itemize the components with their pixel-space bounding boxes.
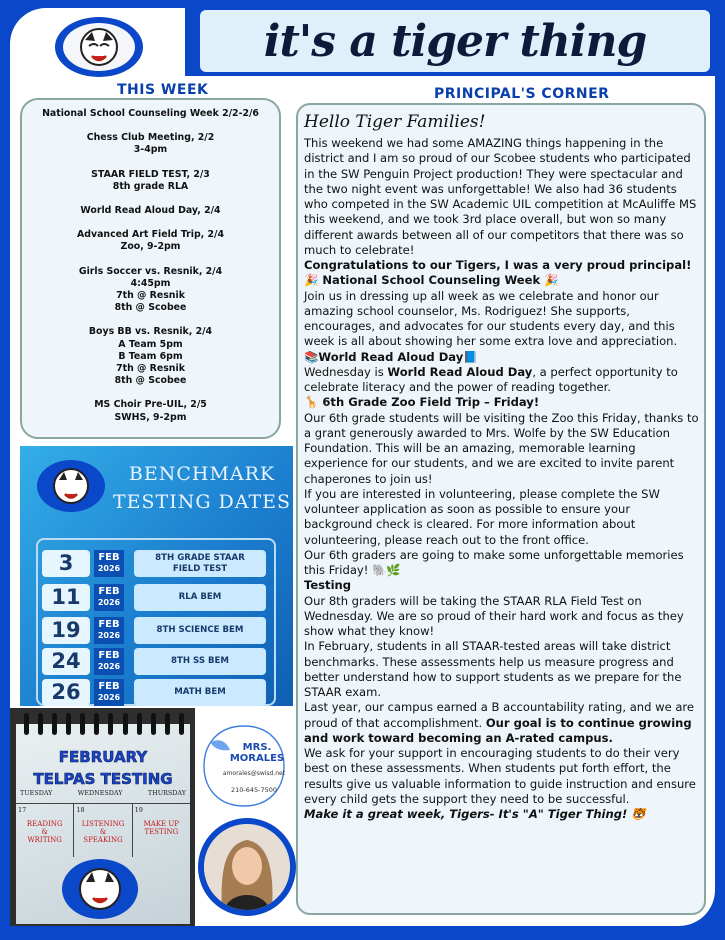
greeting: Hello Tiger Families! xyxy=(304,112,486,132)
tiger-logo xyxy=(60,856,140,922)
paragraph: Join us in dressing up all week as we celebrate and honor our amazing school counselor, Ms. Rodriguez! She supports, encourages, and advocates for our students every day, and this week is all about showing her some extra love and appreciation. xyxy=(304,288,678,349)
section-heading: 🦒 6th Grade Zoo Field Trip – Friday! xyxy=(304,395,540,410)
contact-email[interactable]: amorales@swisd.net xyxy=(222,770,286,777)
benchmark-day: 26 xyxy=(42,679,90,706)
week-item: Girls Soccer vs. Resnik, 2/4 4:45pm 7th @ Resnik 8th @ Scobee xyxy=(78,265,223,314)
benchmark-month: FEB 2026 xyxy=(94,550,124,577)
tiger-logo xyxy=(34,458,108,514)
benchmark-title: BENCHMARK TESTING DATES xyxy=(112,463,292,513)
paragraph: Our 6th graders are going to make some unforgettable memories this Friday! 🐘🌿 xyxy=(304,547,684,577)
principals-corner-text xyxy=(304,110,700,822)
paragraph: If you are interested in volunteering, please complete the SW volunteer application as soon as possible to ensure your background check is cleared. For more information about volunteering, please reach out to the front office. xyxy=(304,486,660,547)
section-heading: 📚World Read Aloud Day📘 xyxy=(304,349,478,364)
benchmark-day: 11 xyxy=(42,584,90,611)
calendar-cells xyxy=(16,803,190,857)
contact-badge xyxy=(200,722,288,810)
page-title: it's a tiger thing xyxy=(200,10,710,72)
paragraph: This weekend we had some AMAZING things happening in the district and I am so proud of our Scobee students who participated in the SW Penguin Project production! They were spectacular and the two night event was unforgettable! We also had 36 students who competed in the SW Academic UIL competition at McAuliffe MS this weekend, and we took 3rd place overall, but won so many different awards between all of our competitors that there was so much to celebrate! xyxy=(304,136,697,257)
benchmark-month: FEB 2026 xyxy=(94,679,124,706)
paragraph: In February, students in all STAAR-tested areas will take district benchmarks. These assessments help us measure progress and better understand how to support students as we prepare for the STAAR exam. xyxy=(304,639,682,699)
day-label: WEDNESDAY xyxy=(77,789,123,797)
contact-name: MRS. MORALES xyxy=(229,742,285,764)
paragraph: Congratulations to our Tigers, I was a very proud principal! xyxy=(304,258,692,272)
benchmark-month: FEB 2026 xyxy=(94,617,124,644)
benchmark-event: 8TH SS BEM xyxy=(134,648,266,675)
paragraph: Wednesday is World Read Aloud Day, a perfect opportunity to celebrate literacy and the power of reading together. xyxy=(304,364,678,394)
benchmark-day: 24 xyxy=(42,648,90,675)
calendar-rings xyxy=(24,713,184,737)
tiger-logo xyxy=(52,14,146,80)
benchmark-month: FEB 2026 xyxy=(94,584,124,611)
section-heading: Testing xyxy=(304,578,352,593)
week-item: MS Choir Pre-UIL, 2/5 SWHS, 9-2pm xyxy=(94,399,207,423)
week-item: World Read Aloud Day, 2/4 xyxy=(80,205,221,217)
benchmark-day: 19 xyxy=(42,617,90,644)
principal-photo xyxy=(198,818,296,916)
paragraph: Our 6th grade students will be visiting the Zoo this Friday, thanks to a grant generously awarded to Mrs. Wolfe by the SW Education Foundation. This will be an amazing, memorable learning experience for our students, and we are excited to invite parent chaperones to join us! xyxy=(304,410,699,486)
contact-phone: 210-645-7500 xyxy=(230,786,278,794)
day-label: THURSDAY xyxy=(147,789,186,797)
week-item: National School Counseling Week 2/2-2/6 xyxy=(42,108,259,119)
this-week-panel xyxy=(20,98,281,439)
telpas-title: FEBRUARY TELPAS TESTING xyxy=(33,748,173,788)
benchmark-event: 8TH SCIENCE BEM xyxy=(134,617,266,644)
benchmark-month: FEB 2026 xyxy=(94,648,124,675)
paragraph: Our 8th graders will be taking the STAAR RLA Field Test on Wednesday. We are so proud of their hard work and focus as they show what they know! xyxy=(304,593,684,638)
calendar-cell: 18 LISTENING & SPEAKING xyxy=(74,804,132,857)
week-item: Advanced Art Field Trip, 2/4 Zoo, 9-2pm xyxy=(77,229,224,253)
calendar-cell: 17 READING & WRITING xyxy=(16,804,74,857)
calendar-cell: 19 MAKE UP TESTING xyxy=(134,806,180,836)
calendar-days xyxy=(20,789,186,797)
this-week-heading: THIS WEEK xyxy=(117,82,209,98)
benchmark-event: MATH BEM xyxy=(134,679,266,706)
week-item: STAAR FIELD TEST, 2/3 8th grade RLA xyxy=(91,168,210,192)
section-heading: 🎉 National School Counseling Week 🎉 xyxy=(304,273,559,288)
principals-corner-heading: PRINCIPAL'S CORNER xyxy=(434,86,610,102)
closing: Make it a great week, Tigers- It's "A" Tiger Thing! 🐯 xyxy=(304,807,646,821)
paragraph: We ask for your support in encouraging students to do their very best on these assessments. When students put forth effort, the results give us valuable information to guide instruction and ensure every child gets the support they need to be successful. xyxy=(304,746,696,806)
paragraph: Last year, our campus earned a B accountability rating, and we are proud of that accomplishment. Our goal is to continue growing and work toward becoming an A-rated campus. xyxy=(304,700,695,745)
day-label: TUESDAY xyxy=(20,789,53,797)
week-item: Boys BB vs. Resnik, 2/4 A Team 5pm B Team 6pm 7th @ Resnik 8th @ Scobee xyxy=(88,326,213,387)
week-item: Chess Club Meeting, 2/2 3-4pm xyxy=(86,132,215,156)
benchmark-day: 3 xyxy=(42,550,90,577)
benchmark-event: RLA BEM xyxy=(134,584,266,611)
benchmark-event: 8TH GRADE STAAR FIELD TEST xyxy=(134,550,266,577)
